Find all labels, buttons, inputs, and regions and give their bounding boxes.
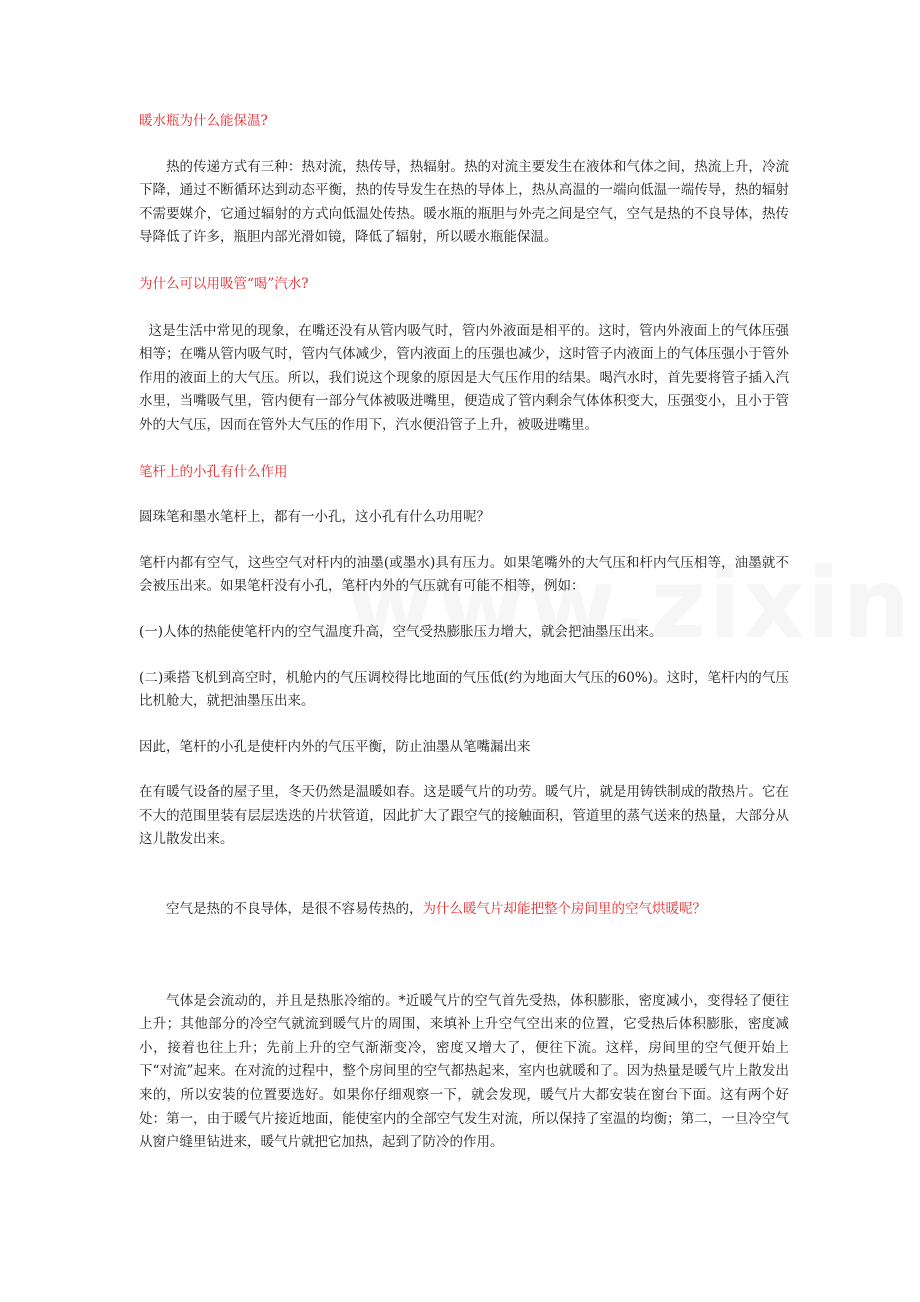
paragraph-pen-point-2: (二)乘搭飞机到高空时，机舱内的气压调校得比地面的气压低(约为地面大气压的60%)。这时，笔杆内的气压比机舱大，就把油墨压出来。: [139, 669, 789, 710]
radiator-question-prefix: 空气是热的不良导体，是很不容易传热的，: [166, 901, 423, 918]
paragraph-radiator-intro: 在有暖气设备的屋子里，冬天仍然是温暖如春。这是暖气片的功劳。暖气片，就是用铸铁制成的散热片。它在不大的范围里装有层层迭迭的片状管道，因此扩大了跟空气的接触面积，管道里的蒸气送来的热量，大部分从这儿散发出来。: [139, 784, 789, 848]
radiator-question-highlight: 为什么暖气片却能把整个房间里的空气烘暖呢？: [422, 901, 706, 918]
paragraph-pen-point-1: (一)人体的热能使笔杆内的空气温度升高，空气受热膨胀压力增大，就会把油墨压出来。: [139, 623, 663, 640]
heading-pen-hole: 笔杆上的小孔有什么作用: [139, 463, 288, 480]
paragraph-pen-intro: 笔杆内都有空气，这些空气对杆内的油墨(或墨水)具有压力。如果笔嘴外的大气压和杆内气压相等，油墨就不会被压出来。如果笔杆没有小孔，笔杆内外的气压就有可能不相等，例如：: [139, 554, 789, 595]
paragraph-pen-question: 圆珠笔和墨水笔杆上，都有一小孔，这小孔有什么功用呢？: [139, 509, 490, 526]
paragraph-radiator-answer: 气体是会流动的，并且是热胀冷缩的。*近暖气片的空气首先受热，体积膨胀，密度减小，变得轻了便往上升；其他部分的冷空气就流到暖气片的周围，来填补上升空气空出来的位置，它受热后体积膨胀，密度减小，接着也往上升；先前上升的空气渐渐变冷，密度又增大了，便往下流。这样，房间里的空气便开始上下“对流”起来。在对流的过程中，整个房间里的空气都热起来，室内也就暖和了。因为热量是暖气片上散发出来的，所以安装的位置要选好。如果你仔细观察一下，就会发现，暖气片大都安装在窗台下面。这有两个好处：第一，由于暖气片接近地面，能使室内的全部空气发生对流，所以保持了室温的均衡；第二，一旦冷空气从窗户缝里钻进来，暖气片就把它加热，起到了防冷的作用。: [139, 992, 789, 1151]
heading-thermos: 暖水瓶为什么能保温?: [139, 113, 268, 129]
document-page: [139, 106, 789, 1155]
heading-straw: 为什么可以用吸管“喝”汽水?: [139, 275, 309, 292]
paragraph-thermos: 热的传递方式有三种：热对流，热传导，热辐射。热的对流主要发生在液体和气体之间，热流上升，冷流下降，通过不断循环达到动态平衡，热的传导发生在热的导体上，热从高温的一端向低温一端传导，热的辐射不需要媒介，它通过辐射的方式向低温处传热。暖水瓶的瓶胆与外壳之间是空气，空气是热的不良导体，热传导降低了许多，瓶胆内部光滑如镜，降低了辐射，所以暖水瓶能保温。: [139, 158, 789, 246]
paragraph-radiator-question: [139, 898, 789, 922]
paragraph-pen-conclusion: 因此，笔杆的小孔是使杆内外的气压平衡，防止油墨从笔嘴漏出来: [139, 738, 531, 755]
paragraph-straw: 这是生活中常见的现象，在嘴还没有从管内吸气时，管内外液面是相平的。这时，管内外液面上的气体压强相等；在嘴从管内吸气时，管内气体减少，管内液面上的压强也减少，这时管子内液面上的气体压强小于管外作用的液面上的大气压。所以，我们说这个现象的原因是大气压作用的结果。喝汽水时，首先要将管子插入汽水里，当嘴吸气里，管内便有一部分气体被吸进嘴里，便造成了管内剩余气体体积变大，压强变小，且小于管外的大气压，因而在管外大气压的作用下，汽水便沿管子上升，被吸进嘴里。: [139, 322, 789, 433]
